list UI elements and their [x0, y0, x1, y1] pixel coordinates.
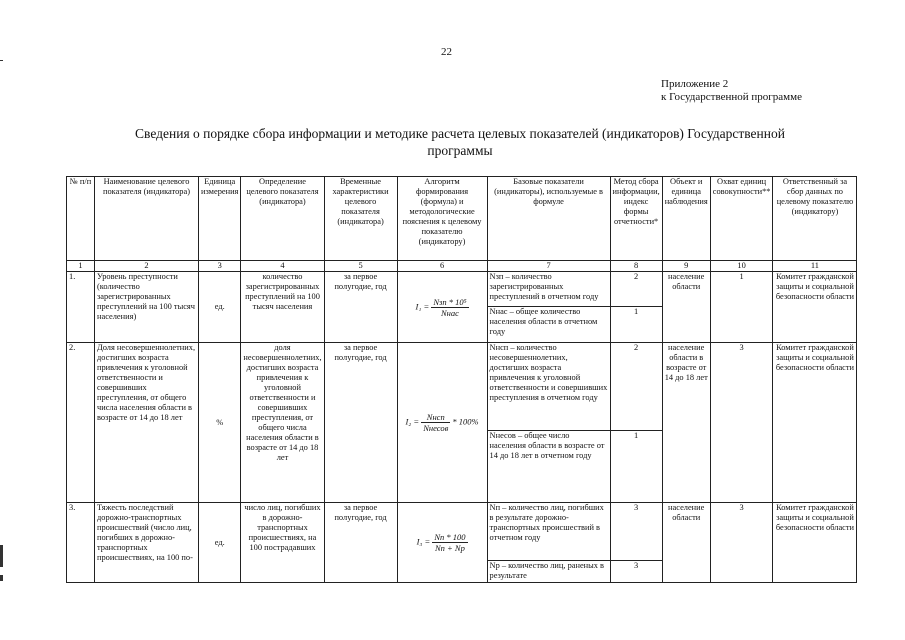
formula-numerator: Nп * 100	[434, 532, 466, 542]
column-number: 4	[241, 261, 324, 272]
formula-fraction	[421, 412, 450, 433]
column-number: 5	[324, 261, 397, 272]
indicator-formula: I₃ = $\frac{Nп * 100}{Nп + Nр}$	[397, 503, 487, 583]
indicator-definition: число лиц, погибших в дорожно-транспортных происшествиях, на 100 пострадавших	[241, 503, 324, 583]
coverage: 3	[710, 343, 773, 503]
indicator-formula: I₂ = $\frac{\text{Nнсп}}{\text{Nнесов}}$ * 100%	[397, 343, 487, 503]
formula-numerator: Nзп * 10⁵	[433, 296, 467, 307]
table-row	[67, 503, 857, 561]
coverage: 1	[710, 272, 773, 343]
header-cell: Определение целевого показателя (индикатора)	[241, 177, 324, 261]
indicator-time: за первое полугодие, год	[324, 503, 397, 583]
table-header-row	[67, 177, 857, 261]
indicator-unit: ед.	[199, 272, 241, 343]
indicator-unit: ед.	[199, 503, 241, 583]
indicator-definition: количество зарегистрированных преступлений на 100 тысяч населения	[241, 272, 324, 343]
observation-object: население области	[662, 272, 710, 343]
column-number: 8	[610, 261, 662, 272]
scan-margin-mark	[0, 545, 3, 567]
collection-method: 1	[610, 431, 662, 503]
header-cell: Наименование целевого показателя (индикатора)	[95, 177, 199, 261]
header-cell: Охват единиц совокупности**	[710, 177, 773, 261]
row-number: 1.	[67, 272, 95, 343]
formula-fraction	[432, 532, 467, 553]
header-cell: Временные характеристики целевого показателя (индикатора)	[324, 177, 397, 261]
header-cell: № п/п	[67, 177, 95, 261]
base-indicator: Nзп – количество зарегистрированных преступлений в отчетном году	[487, 272, 610, 307]
scan-margin-mark	[0, 575, 3, 581]
title-line-1: Сведения о порядке сбора информации и методике расчета целевых показателей (индикаторов) Государственной	[135, 126, 785, 141]
base-indicator: Nнас – общее количество населения области в отчетном году	[487, 307, 610, 343]
formula-denominator: Nп + Nр	[432, 542, 467, 553]
collection-method: 1	[610, 307, 662, 343]
column-number: 11	[773, 261, 857, 272]
formula-fraction	[431, 297, 468, 318]
column-number-row	[67, 261, 857, 272]
column-number: 6	[397, 261, 487, 272]
column-number: 1	[67, 261, 95, 272]
indicator-name: Уровень преступности (количество зарегистрированных преступлений на 100 тысяч населения)	[95, 272, 199, 343]
responsible: Комитет гражданской защиты и социальной безопасности области	[773, 343, 857, 503]
indicator-unit: %	[199, 343, 241, 503]
collection-method: 3	[610, 561, 662, 583]
appendix-line-1: Приложение 2	[661, 78, 729, 90]
header-cell: Единица измерения	[199, 177, 241, 261]
row-number: 3.	[67, 503, 95, 583]
appendix-label	[661, 78, 802, 104]
base-indicator: Nр – количество лиц, раненых в результате	[487, 561, 610, 583]
document-title	[80, 125, 840, 159]
indicator-definition: доля несовершеннолетних, достигших возраста привлечения к уголовной ответственности и совершивших преступления, от общего числа населения области в возрасте от 14 до 18 лет	[241, 343, 324, 503]
indicator-time: за первое полугодие, год	[324, 343, 397, 503]
formula-numerator: Nнсп	[426, 412, 445, 422]
page-number: 22	[441, 46, 452, 58]
column-number: 7	[487, 261, 610, 272]
header-cell: Метод сбора информации, индекс формы отчетности*	[610, 177, 662, 261]
table-row	[67, 272, 857, 307]
appendix-line-2: к Государственной программе	[661, 91, 802, 103]
header-cell: Объект и единица наблюдения	[662, 177, 710, 261]
table-row	[67, 343, 857, 431]
indicators-table	[66, 176, 857, 583]
base-indicator: Nнсп – количество несовершеннолетних, достигших возраста привлечения к уголовной ответственности и совершивших преступления в отчетном году	[487, 343, 610, 431]
collection-method: 2	[610, 343, 662, 431]
column-number: 10	[710, 261, 773, 272]
responsible: Комитет гражданской защиты и социальной безопасности области	[773, 272, 857, 343]
indicator-formula: I₁ = $\frac{\text{Nзп * 10⁵}}{\text{Nнас}}$	[397, 272, 487, 343]
row-number: 2.	[67, 343, 95, 503]
scan-margin-mark	[0, 60, 3, 61]
column-number: 9	[662, 261, 710, 272]
header-cell: Ответственный за сбор данных по целевому показателю (индикатору)	[773, 177, 857, 261]
base-indicator: Nнесов – общее число населения области в возрасте от 14 до 18 лет в отчетном году	[487, 431, 610, 503]
collection-method: 2	[610, 272, 662, 307]
indicator-name: Доля несовершеннолетних, достигших возраста привлечения к уголовной ответственности и совершивших преступления, от общего числа населения области в возрасте от 14 до 18 лет	[95, 343, 199, 503]
header-cell: Алгоритм формирования (формула) и методологические пояснения к целевому показателю (индикатору)	[397, 177, 487, 261]
responsible: Комитет гражданской защиты и социальной безопасности области	[773, 503, 857, 583]
indicator-time: за первое полугодие, год	[324, 272, 397, 343]
indicator-name: Тяжесть последствий дорожно-транспортных происшествий (число лиц, погибших в дорожно-транспортных происшествиях, на 100 по-	[95, 503, 199, 583]
formula-denominator: Nнас	[431, 307, 468, 318]
base-indicator: Nп – количество лиц, погибших в результате дорожно-транспортных происшествий в отчетном году	[487, 503, 610, 561]
column-number: 2	[95, 261, 199, 272]
column-number: 3	[199, 261, 241, 272]
header-cell: Базовые показатели (индикаторы), используемые в формуле	[487, 177, 610, 261]
observation-object: население области в возрасте от 14 до 18 лет	[662, 343, 710, 503]
observation-object: население области	[662, 503, 710, 583]
formula-denominator: Nнесов	[423, 423, 449, 433]
title-line-2: программы	[427, 143, 493, 158]
coverage: 3	[710, 503, 773, 583]
collection-method: 3	[610, 503, 662, 561]
